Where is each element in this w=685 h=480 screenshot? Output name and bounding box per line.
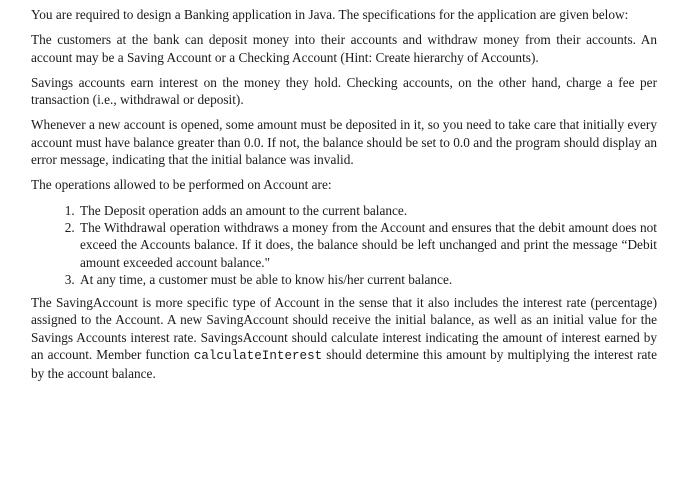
list-item: 1. The Deposit operation adds an amount to the current balance. <box>78 202 657 219</box>
intro-paragraph: You are required to design a Banking application in Java. The specifications for the application are given below: <box>31 7 629 22</box>
document-page <box>31 6 657 391</box>
operations-intro: The operations allowed to be performed on Account are: <box>31 177 332 193</box>
list-item: 3. At any time, a customer must be able to know his/her current balance. <box>78 271 657 288</box>
saving-account-text-before: The SavingAccount is more specific type of Account in the sense that it also includes the interest rate (percentage) assigned to the Account. A new SavingAccount should receive the initial balance, as well as an initial value for the Savings Accounts interest rate. SavingsAccount should calculate interest indicating the amount of interest earned by an account. Member function <box>31 295 657 363</box>
customers-paragraph: The customers at the bank can deposit money into their accounts and withdraw money from their accounts. An account may be a Saving Account or a Checking Account (Hint: Create hierarchy of Accounts). <box>31 32 657 65</box>
list-item: 2. The Withdrawal operation withdraws a money from the Account and ensures that the debit amount does not exceed the Accounts balance. If it does, the balance should be left unchanged and print the message “Debit amount exceeded account balance." <box>78 219 657 271</box>
calculate-interest-code: calculateInterest <box>193 349 323 364</box>
new-account-paragraph: Whenever a new account is opened, some amount must be deposited in it, so you need to take care that initially every account must have balance greater than 0.0. If not, the balance should be set to 0.0 and the program should display an error message, indicating that the initial balance was invalid. <box>31 117 657 168</box>
savings-paragraph: Savings accounts earn interest on the money they hold. Checking accounts, on the other hand, charge a fee per transaction (i.e., withdrawal or deposit). <box>31 74 657 108</box>
saving-account-text-after: should determine this amount by multiplying the interest rate by the account balance. <box>31 347 657 382</box>
operations-list <box>31 202 657 288</box>
saving-account-paragraph <box>31 294 657 382</box>
